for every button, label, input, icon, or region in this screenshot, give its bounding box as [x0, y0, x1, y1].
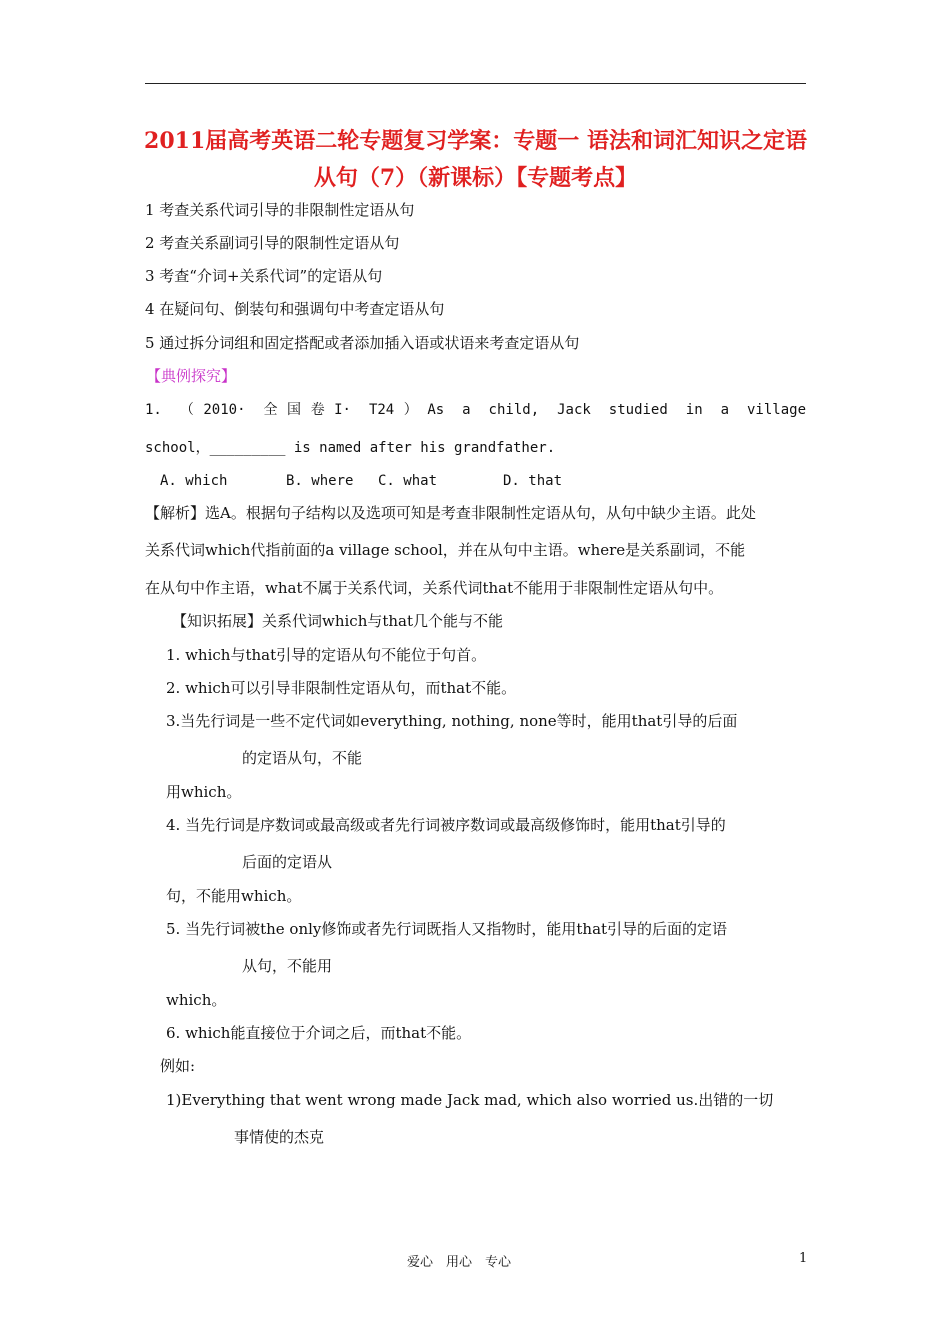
rule-2: 2. which可以引导非限制性定语从句，而that不能。 — [166, 679, 517, 697]
example-sentence-line-1: 1)Everything that went wrong made Jack mad, which also worried us.出错的一切 — [166, 1091, 774, 1109]
rule-4-line-3: 句，不能用which。 — [166, 887, 302, 905]
rule-3-line-1: 3.当先行词是一些不定代词如everything, nothing, none等时，能用that引导的后面 — [166, 712, 738, 730]
rule-1: 1. which与that引导的定语从句不能位于句首。 — [166, 646, 487, 664]
question-line-1: 1. （2010· 全国卷I· T24）As a child, Jack studied in a village — [145, 402, 806, 418]
analysis-line-2: 关系代词which代指前面的a village school，并在从句中主语。where是关系副词，不能 — [145, 541, 746, 559]
rule-5-line-3: which。 — [166, 991, 227, 1009]
option-d: D. that — [503, 473, 563, 489]
point-1: 1 考查关系代词引导的非限制性定语从句 — [145, 201, 415, 219]
rule-5-line-2: 从句，不能用 — [242, 957, 333, 975]
example-label: 例如: — [160, 1057, 196, 1075]
footer-text: 爱心 用心 专心 — [407, 1255, 512, 1270]
header-rule — [145, 83, 806, 84]
option-a: A. which — [160, 473, 228, 489]
page-number: 1 — [799, 1251, 808, 1266]
point-3: 3 考查“介词+关系代词”的定语从句 — [145, 267, 383, 285]
rule-3-line-3: 用which。 — [166, 783, 242, 801]
rule-6: 6. which能直接位于介词之后，而that不能。 — [166, 1024, 472, 1042]
example-heading: 【典例探究】 — [146, 367, 237, 385]
point-5: 5 通过拆分词组和固定搭配或者添加插入语或状语来考查定语从句 — [145, 334, 580, 352]
example-sentence-line-2: 事情使的杰克 — [234, 1128, 325, 1146]
rule-4-line-1: 4. 当先行词是序数词或最高级或者先行词被序数词或最高级修饰时，能用that引导的 — [166, 816, 726, 834]
point-4: 4 在疑问句、倒装句和强调句中考查定语从句 — [145, 300, 445, 318]
analysis-line-3: 在从句中作主语，what不属于关系代词，关系代词that不能用于非限制性定语从句中。 — [145, 579, 724, 597]
question-line-2: school，_________ is named after his grandfather. — [145, 440, 556, 456]
option-c: C. what — [378, 473, 438, 489]
rule-4-line-2: 后面的定语从 — [242, 853, 333, 871]
point-2: 2 考查关系副词引导的限制性定语从句 — [145, 234, 400, 252]
rule-3-line-2: 的定语从句，不能 — [242, 749, 363, 767]
document-title-line-2: 从句（7）（新课标）【专题考点】 — [313, 165, 638, 191]
option-b: B. where — [286, 473, 354, 489]
document-title-line-1: 2011届高考英语二轮专题复习学案：专题一 语法和词汇知识之定语 — [144, 128, 807, 154]
analysis-line-1: 【解析】选A。根据句子结构以及选项可知是考查非限制性定语从句，从句中缺少主语。此处 — [145, 504, 756, 522]
knowledge-heading: 【知识拓展】关系代词which与that几个能与不能 — [172, 612, 504, 630]
rule-5-line-1: 5. 当先行词被the only修饰或者先行词既指人又指物时，能用that引导的后面的定语 — [166, 920, 728, 938]
